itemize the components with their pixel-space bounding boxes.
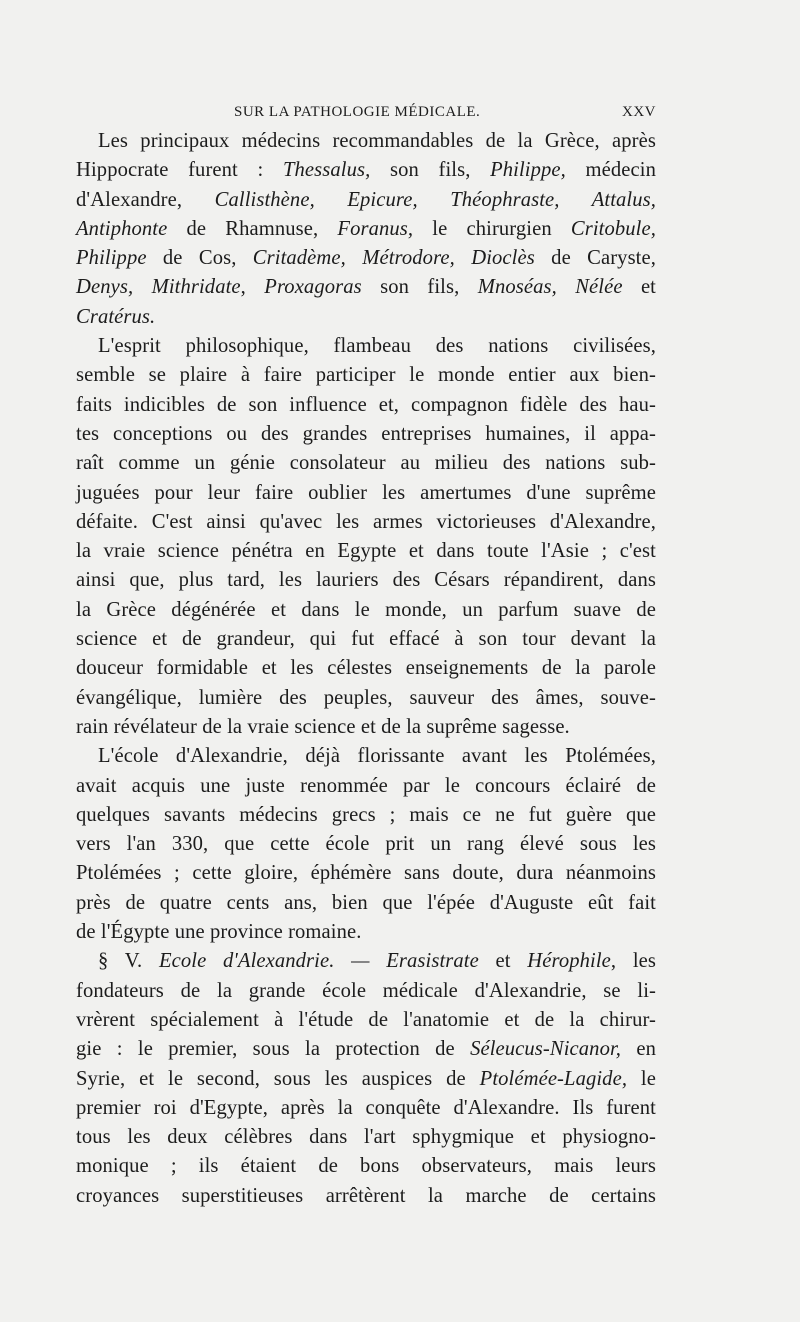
text-line: Antiphonte de Rhamnuse, Foranus, le chirurgien Critobule, bbox=[76, 217, 656, 240]
text-line: défaite. C'est ainsi qu'avec les armes victorieuses d'Alexandre, bbox=[76, 510, 656, 533]
text-line: de l'Égypte une province romaine. bbox=[76, 921, 362, 944]
text-line: Hippocrate furent : Thessalus, son fils, Philippe, médecin bbox=[76, 159, 656, 182]
page-number: XXV bbox=[622, 104, 656, 120]
text-line: Les principaux médecins recommandables de la Grèce, après bbox=[98, 130, 656, 152]
text-line: L'école d'Alexandrie, déjà florissante avant les Ptolémées, bbox=[98, 745, 656, 768]
text-line: quelques savants médecins grecs ; mais ce ne fut guère que bbox=[76, 803, 656, 826]
text-line: monique ; ils étaient de bons observateurs, mais leurs bbox=[76, 1155, 656, 1178]
text-line: semble se plaire à faire participer le monde entier aux bien- bbox=[76, 364, 656, 387]
text-line: Cratérus. bbox=[76, 305, 156, 328]
text-line: tes conceptions ou des grandes entreprises humaines, il appa- bbox=[76, 422, 656, 445]
text-line: d'Alexandre, Callisthène, Epicure, Théophraste, Attalus, bbox=[76, 188, 656, 211]
text-line: croyances superstitieuses arrêtèrent la marche de certains bbox=[76, 1184, 656, 1207]
text-line: science et de grandeur, qui fut effacé à son tour devant la bbox=[76, 628, 656, 651]
text-line: ainsi que, plus tard, les lauriers des Césars répandirent, dans bbox=[76, 569, 656, 592]
text-line: fondateurs de la grande école médicale d'Alexandrie, se li- bbox=[76, 979, 656, 1002]
text-line: douceur formidable et les célestes enseignements de la parole bbox=[76, 657, 656, 680]
text-line: vers l'an 330, que cette école prit un rang élevé sous les bbox=[76, 833, 656, 856]
text-line: Denys, Mithridate, Proxagoras son fils, Mnoséas, Nélée et bbox=[76, 276, 657, 299]
text-line: la Grèce dégénérée et dans le monde, un parfum suave de bbox=[76, 598, 656, 621]
text-line: faits indicibles de son influence et, compagnon fidèle des hau- bbox=[76, 393, 656, 416]
text-line: évangélique, lumière des peuples, sauveur des âmes, souve- bbox=[76, 686, 656, 709]
text-line: Ptolémées ; cette gloire, éphémère sans doute, dura néanmoins bbox=[76, 862, 656, 885]
body-text bbox=[76, 127, 656, 1211]
text-line: tous les deux célèbres dans l'art sphygmique et physiogno- bbox=[76, 1126, 656, 1149]
page-header bbox=[76, 104, 656, 126]
text-line: L'esprit philosophique, flambeau des nations civilisées, bbox=[98, 335, 656, 358]
text-line: § V. Ecole d'Alexandrie. — Erasistrate et Hérophile, les bbox=[98, 950, 657, 973]
text-line: gie : le premier, sous la protection de Séleucus-Nicanor, en bbox=[76, 1038, 656, 1061]
text-line: vrèrent spécialement à l'étude de l'anatomie et de la chirur- bbox=[76, 1008, 656, 1031]
text-line: juguées pour leur faire oublier les amertumes d'une suprême bbox=[76, 481, 656, 504]
text-line: raît comme un génie consolateur au milieu des nations sub- bbox=[76, 452, 656, 475]
text-line: Philippe de Cos, Critadème, Métrodore, Dioclès de Caryste, bbox=[76, 247, 656, 270]
text-line: Syrie, et le second, sous les auspices de Ptolémée-Lagide, le bbox=[76, 1067, 656, 1090]
text-line: près de quatre cents ans, bien que l'épée d'Auguste eût fait bbox=[76, 891, 656, 914]
text-line: avait acquis une juste renommée par le concours éclairé de bbox=[76, 774, 656, 797]
text-line: rain révélateur de la vraie science et de la suprême sagesse. bbox=[76, 715, 570, 738]
text-line: la vraie science pénétra en Egypte et dans toute l'Asie ; c'est bbox=[76, 540, 656, 563]
text-line: premier roi d'Egypte, après la conquête d'Alexandre. Ils furent bbox=[76, 1096, 656, 1119]
running-title: SUR LA PATHOLOGIE MÉDICALE. bbox=[234, 104, 481, 120]
